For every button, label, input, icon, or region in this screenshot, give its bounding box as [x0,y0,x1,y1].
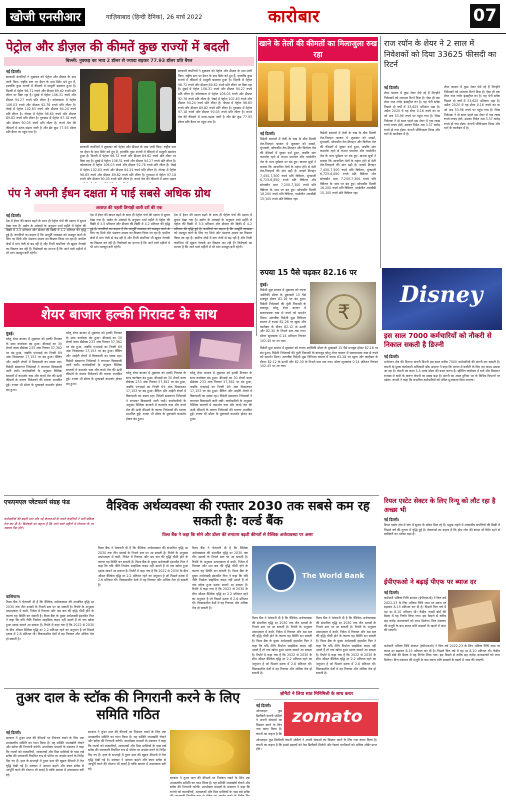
dateline: नई दिल्ली। [260,131,276,136]
headline: शेयर बाजार हल्की गिरावट के साथ [41,307,217,323]
headline: राज रयॉन के शेयर ने 2 साल में निवेशकों को दिया 33625 फीसदी का रिटर्न [384,39,497,69]
headline: खाने के तेलों की कीमतों का मिलाजुला रुख रहा [258,39,378,59]
dateline: नई दिल्ली। [384,85,400,90]
story-body-col2: सरकार ने तुअर दाल की कीमतों पर नियंत्रण रखने के लिए एक उच्चस्तरीय समिति का गठन किया है। यह समिति जमाखोरी रोकने और स्टॉक की निगरानी करेगी। उपभोक्ता मामलों के मंत्रालय ने कहा कि राज्यों को व्यापारियों, आयातकों और मिल मालिकों के पास रखे स्टॉक की जानकारी नियमित रूप से पोर्टल पर अपडेट करने के निर्देश दिए गए हैं। हाल के सप्ताहों में तुअर दाल की खुदरा कीमतों में तेज वृद्धि देखी गई है। सरकार ने आयात बढ़ाने और बफर स्टॉक से आपूर्ति करने की योजना भी बनाई है ताकि बाजार में उपलब्धता बनी रहे। [88,730,166,771]
headline-banner [258,37,378,61]
story-body-col4: विश्व बैंक ने चेतावनी दी है कि वैश्विक अर्थव्यवस्था की संभावित वृद्धि दर 2030 तक तीन दशकों के निचले स्तर पर आ सकती है। रिपोर्ट के अनुसार उत्पादकता में कमी, निवेश में गिरावट और श्रम बल की वृद्धि धीमी होने के कारण यह स्थिति बन सकती है। विश्व बैंक के मुख्य अर्थशास्त्री इंदरमीत गिल ने कहा कि यदि नीति निर्माता साहसिक कदम नहीं उठाते हैं तो एक खोया हुआ दशक सामने आ सकता है। रिपोर्ट में कहा गया है कि 2022 से 2030 के बीच औसत वैश्विक वृद्धि दर 2.2 प्रतिशत रहने का अनुमान है जो पिछले दशक में 2.6 प्रतिशत थी। विकासशील देशों में यह गिरावट और अधिक तेज हो सकती है। [252,616,312,676]
story-body: शेयर बाजार में कुछ शेयर ऐसे रहे हैं जिन्होंने निवेशकों को शानदार रिटर्न दिया है। ऐसा ही एक शेयर राज रयॉन इंडस्ट्रीज का है। यह पेनी स्टॉक पिछले दो वर्षों में 33,625 प्रतिशत चढ़ा है। अप्रैल 2020 में यह शेयर 0.16 रुपये का था जो अब 53.96 रुपये पर पहुंच गया है। जिस निवेशक ने दो साल पहले इस शेयर में एक लाख रुपये लगाए होते, उसका निवेश अब 3.37 करोड़ रुपये हो गया होता। कंपनी पॉलिएस्टर चिप्स और यार्न के कारोबार में है। [384,91,440,137]
story-rupee [258,268,380,398]
story-body: देश में ईंधन की खपत बढ़ने के साथ ही पेट्रोल पंपों की दक्षता में सुधार देखा गया है। उद्योग के आंकड़ों के अनुसार मार्च महीने में पेट्रोल की बिक्री में 3.5 प्रतिशत और डीज़ल की बिक्री में 4.2 प्रतिशत की वृद्धि हुई है। कंपनियों का कहना है कि आपूर्ति व्यवस्था को मजबूत करने के लिए नए डिपो और भंडारण क्षमता का विस्तार किया जा रहा है। ग्रामीण क्षेत्रों में मांग तेजी से बढ़ रही है और निजी कंपनियां भी खुदरा नेटवर्क का विस्तार कर रही हैं। विशेषज्ञों का मानना है कि आने वाले महीनों में भी मांग मजबूत बनी रहेगी। [6,219,86,256]
story-body: विदेशी बाजारों में तेजी के रुख के बीच दिल्ली तेल-तिलहन बाजार में शुक्रवार को सरसों, मूंगफली, सोयाबीन तेल-तिलहन और बिनौला तेल की कीमतों में सुधार दर्ज हुआ, जबकि मांग कमजोर रहने से कच्चा पामतेल और पामोलीन तेल के भाव पूर्वस्तर पर बंद हुए। बाजार सूत्रों ने बताया कि आयातित तेलों के महंगा होने से देशी तेल-तिलहनों की मांग बढ़ी है। सरसों तिलहन 7,450-7,500 रुपये प्रति क्विंटल, मूंगफली 6,725-6,850 रुपये प्रति क्विंटल और सोयाबीन दाना 7,250-7,300 रुपये प्रति क्विंटल के भाव पर बंद हुए। सोयाबीन दिल्ली 16,200 रुपये प्रति क्विंटल, पामोलीन आरबीडी 15,100 रुपये प्रति क्विंटल रहा। [260,137,316,201]
story-body: सरकारी कंपनियों ने शुक्रवार को पेट्रोल और डीज़ल के दाम जारी किए। राष्ट्रीय स्तर पर ईंधन के दाम स्थिर बने हुए हैं, हालांकि कुछ राज्यों में कीमतों में मामूली बदलाव हुआ है। दिल्ली में पेट्रोल 96.72 रुपये और डीज़ल 89.62 रुपये प्रति लीटर पर बिक रहा है। मुंबई में पेट्रोल 106.31 रुपये और डीज़ल 94.27 रुपये प्रति लीटर है। कोलकाता में पेट्रोल 106.03 रुपये और डीज़ल 92.76 रुपये प्रति लीटर है। चेन्नई में पेट्रोल 102.63 रुपये और डीज़ल 94.24 रुपये प्रति लीटर है। नोएडा में पेट्रोल 96.65 रुपये और डीज़ल 89.82 रुपये प्रति लीटर है। गुरुग्राम में पेट्रोल 97.18 रुपये और डीज़ल 90.05 रुपये प्रति लीटर है। कच्चे तेल की कीमतों में उतार-चढ़ाव जारी है और ब्रेंट क्रूड 77.93 डॉलर प्रति बैरल पर पहुंच गया है। [6,75,76,135]
world-bank-photo [252,546,376,614]
headline: रियल एस्टेट सेक्टर के लिए रिन्यू को लौट रहा है अच्छा भी [384,497,496,514]
masthead [0,0,506,34]
story-shares [4,303,254,486]
story-body: सरकार ने तुअर दाल की कीमतों पर नियंत्रण रखने के लिए एक उच्चस्तरीय समिति का गठन किया है। यह समिति जमाखोरी रोकने और स्टॉक की निगरानी करेगी। उपभोक्ता मामलों के मंत्रालय ने कहा कि राज्यों को व्यापारियों, आयातकों और मिल मालिकों के पास रखे स्टॉक की जानकारी नियमित रूप से पोर्टल पर अपडेट करने के निर्देश दिए गए हैं। हाल के सप्ताहों में तुअर दाल की खुदरा कीमतों में तेज वृद्धि देखी गई है। सरकार ने आयात बढ़ाने और बफर स्टॉक से आपूर्ति करने की योजना भी बनाई है ताकि बाजार में उपलब्धता बनी रहे। [6,736,84,777]
story-body-col4: घरेलू शेयर बाजार में शुक्रवार को हल्की गिरावट के साथ कारोबार बंद हुआ। बीएसई का 30 शेयरों वाला सेंसेक्स 233 अंक गिरकर 57,362 पर बंद हुआ, जबकि एनएसई का निफ्टी 69 अंक फिसलकर 17,153 पर बंद हुआ। बैंकिंग और आईटी शेयरों में बिकवाली का दबाव रहा। विदेशी संस्थागत निवेशकों ने लगातार बिकवाली जारी रखी। कारोबारियों के अनुसार वैश्विक बाजारों में कमजोर रुख और कच्चे तेल की ऊंची कीमतों के कारण निवेशकों की धारणा प्रभावित हुई। रुपया भी डॉलर के मुकाबले कमजोर होकर बंद हुआ। [190,371,252,421]
sub-strapline: आवाज़ की पहली तिमाही वाली दरों की एक [34,204,224,212]
newspaper-brand: खोजी एनसीआर [6,8,85,26]
label-banner: ज़ोमैटो ने लिया सात मिनिमिली के साथ करार [254,690,379,700]
story-world-bank-body [4,546,379,686]
story-real-estate [382,495,502,575]
story-body: घरेलू शेयर बाजार में शुक्रवार को हल्की गिरावट के साथ कारोबार बंद हुआ। बीएसई का 30 शेयरों वाला सेंसेक्स 233 अंक गिरकर 57,362 पर बंद हुआ, जबकि एनएसई का निफ्टी 69 अंक फिसलकर 17,153 पर बंद हुआ। बैंकिंग और आईटी शेयरों में बिकवाली का दबाव रहा। विदेशी संस्थागत निवेशकों ने लगातार बिकवाली जारी रखी। कारोबारियों के अनुसार वैश्विक बाजारों में कमजोर रुख और कच्चे तेल की ऊंची कीमतों के कारण निवेशकों की धारणा प्रभावित हुई। रुपया भी डॉलर के मुकाबले कमजोर होकर बंद हुआ। [6,337,62,392]
dateline: नई दिल्ली। [384,517,400,522]
story-body: रियल एस्टेट क्षेत्र में मांग में सुधार के संकेत मिल रहे हैं। प्रमुख शहरों में आवासीय संपत्तियों की बिक्री में पिछले वर्ष की तुलना में वृद्धि हुई है। डेवलपर्स का कहना है कि होम लोन की ब्याज दरें स्थिर रहने से खरीदारों का भरोसा बढ़ा है। [384,523,500,537]
story-body-side: ऑनलाइन फूड डिलीवरी कंपनी ज़ोमैटो ने अपनी सेवाओं का विस्तार करने के लिए नया करार किया है। कंपनी का कहना है कि [256,709,282,736]
column-divider [380,36,381,268]
story-body: विदेशी मुद्रा बाजार में शुक्रवार को रुपया अमेरिकी डॉलर के मुकाबले 15 पैसे मजबूत होकर 82.16 पर बंद हुआ। विदेशी निवेशकों की पूंजी निकासी के बावजूद घरेलू शेयर बाजार में सकारात्मक रुख से रुपये को समर्थन मिला। अंतरबैंक विदेशी मुद्रा विनिमय बाजार में रुपया 82.28 पर खुला और कारोबार के दौरान 82.12 के ऊपरी और 82.30 के निचले स्तर तक गया। डॉलर सूचकांक 0.14 प्रतिशत गिरकर 102.45 पर आ गया। [260,288,306,343]
section-divider [4,688,379,689]
headline-banner [4,303,254,327]
story-body: ऑनलाइन फूड डिलीवरी कंपनी ज़ोमैटो ने अपनी सेवाओं का विस्तार करने के लिए नया करार किया है। कंपनी का कहना है कि इससे ग्राहकों को तेज डिलीवरी मिलेगी और रेस्तरां भागीदारों को अधिक ऑर्डर प्राप्त होंगे। [256,738,377,752]
fuel-pump-photo [80,69,176,143]
story-tuar-dal [4,690,252,798]
currency-photo-2 [190,331,252,369]
story-pune [4,213,254,301]
headline: ईपीएफओ ने बढ़ाई पीएफ पर ब्याज दर [384,578,477,586]
story-body-col3: सरकार ने तुअर दाल की कीमतों पर नियंत्रण रखने के लिए एक उच्चस्तरीय समिति का गठन किया है। यह समिति जमाखोरी रोकने और स्टॉक की निगरानी करेगी। उपभोक्ता मामलों के मंत्रालय ने कहा कि राज्यों को व्यापारियों, आयातकों और मिल मालिकों के पास रखे स्टॉक [170,776,250,794]
story-fuel [4,37,254,222]
story-body-col3: घरेलू शेयर बाजार में शुक्रवार को हल्की गिरावट के साथ कारोबार बंद हुआ। बीएसई का 30 शेयरों वाला सेंसेक्स 233 अंक गिरकर 57,362 पर बंद हुआ, जबकि एनएसई का निफ्टी 69 अंक फिसलकर 17,153 पर बंद हुआ। बैंकिंग और आईटी शेयरों में बिकवाली का दबाव रहा। विदेशी संस्थागत निवेशकों ने लगातार बिकवाली जारी रखी। कारोबारियों के अनुसार वैश्विक बाजारों में कमजोर रुख और कच्चे तेल की ऊंची कीमतों के कारण निवेशकों की धारणा प्रभावित हुई। रुपया भी डॉलर के मुकाबले कमजोर होकर बंद हुआ। [126,371,186,421]
lentils-photo [170,730,250,774]
strapline: विश्व बैंक ने कहा कि सोने और डॉलर की लगातार बढ़ती कीमतों से वैश्विक अर्थव्यवस्था पर असर [162,533,313,538]
headline: वैश्विक अर्थव्यवस्था की रफ्तार 2030 तक सबसे कम रह सकती है: वर्ल्ड बैंक [106,498,370,528]
currency-photo [126,331,190,369]
story-body: कर्मचारी भविष्य निधि संगठन (ईपीएफओ) ने वित्त वर्ष 2022-23 के लिए भविष्य निधि जमा पर ब्याज दर बढ़ाकर 8.15 प्रतिशत कर दी है। पिछले वित्त वर्ष में यह दर 8.10 प्रतिशत थी। केंद्रीय न्यासी बोर्ड की बैठक में यह निर्णय लिया गया। इस फैसले से करीब छह करोड़ अंशधारकों को लाभ मिलेगा। वित्त मंत्रालय की मंजूरी के बाद ब्याज राशि सदस्यों के खातों में जमा की जाएगी। [384,596,446,633]
dateline: नई दिल्ली। [6,213,22,218]
headline: पेट्रोल और डीज़ल की कीमतें कुछ राज्यों में बदली [6,39,230,54]
story-body-col2: घरेलू शेयर बाजार में शुक्रवार को हल्की गिरावट के साथ कारोबार बंद हुआ। बीएसई का 30 शेयरों वाला सेंसेक्स 233 अंक गिरकर 57,362 पर बंद हुआ, जबकि एनएसई का निफ्टी 69 अंक फिसलकर 17,153 पर बंद हुआ। बैंकिंग और आईटी शेयरों में बिकवाली का दबाव रहा। विदेशी संस्थागत निवेशकों ने लगातार बिकवाली जारी रखी। कारोबारियों के अनुसार वैश्विक बाजारों में कमजोर रुख और कच्चे तेल की ऊंची कीमतों के कारण निवेशकों की धारणा प्रभावित हुई। रुपया भी डॉलर के मुकाबले कमजोर होकर बंद हुआ। [66,331,122,386]
headline: रुपया 15 पैसे चढ़कर 82.16 पर [260,268,357,277]
rupee-coin-photo [310,282,376,344]
dateline: नई दिल्ली। [384,590,400,595]
story-body: कर्मचारियों की बढ़ती मांग और नई योजनाओं के चलते कंपनियों ने भर्ती प्रक्रिया तेज कर दी है। विशेषज्ञों का कहना है कि आने वाले महीनों में रोजगार के नए अवसर पैदा होंगे। [4,517,94,531]
column-divider [256,36,257,336]
section-title: कारोबार [268,7,320,27]
story-body-col2: विश्व बैंक ने चेतावनी दी है कि वैश्विक अर्थव्यवस्था की संभावित वृद्धि दर 2030 तक तीन दशकों के निचले स्तर पर आ सकती है। रिपोर्ट के अनुसार उत्पादकता में कमी, निवेश में गिरावट और श्रम बल की वृद्धि धीमी होने के कारण यह स्थिति बन सकती है। विश्व बैंक के मुख्य अर्थशास्त्री इंदरमीत गिल ने कहा कि यदि नीति निर्माता साहसिक कदम नहीं उठाते हैं तो एक खोया हुआ दशक सामने आ सकता है। रिपोर्ट में कहा गया है कि 2022 से 2030 के बीच औसत वैश्विक वृद्धि दर 2.2 प्रतिशत रहने का अनुमान है जो पिछले दशक में 2.6 प्रतिशत थी। विकासशील देशों में यह गिरावट और अधिक तेज हो सकती है। [98,546,188,587]
dateline: मुंबई। [260,282,268,287]
headline: तुअर दाल के स्टॉक की निगरानी करने के लिए समिति गठित [16,690,240,723]
headline: इस साल 7000 कर्मचारियों को नौकरी से निकाल सकती है डिज्नी [384,332,492,349]
headline: एफएमएल प्लेटफार्म संग्रह फंड [4,499,70,506]
story-epfo [382,578,502,798]
dateline: मुंबई। [6,331,14,336]
story-body-col2: सरकारी कंपनियों ने शुक्रवार को पेट्रोल और डीज़ल के दाम जारी किए। राष्ट्रीय स्तर पर ईंधन के दाम स्थिर बने हुए हैं, हालांकि कुछ राज्यों में कीमतों में मामूली बदलाव हुआ है। दिल्ली में पेट्रोल 96.72 रुपये और डीज़ल 89.62 रुपये प्रति लीटर पर बिक रहा है। मुंबई में पेट्रोल 106.31 रुपये और डीज़ल 94.27 रुपये प्रति लीटर है। कोलकाता में पेट्रोल 106.03 रुपये और डीज़ल 92.76 रुपये प्रति लीटर है। चेन्नई में पेट्रोल 102.63 रुपये और डीज़ल 94.24 रुपये प्रति लीटर है। नोएडा में पेट्रोल 96.65 रुपये और डीज़ल 89.82 रुपये प्रति लीटर है। गुरुग्राम में पेट्रोल 97.18 रुपये और डीज़ल 90.05 रुपये प्रति लीटर है। कच्चे तेल की कीमतों में उतार-चढ़ाव जारी है और ब्रेंट क्रूड 77.93 डॉलर प्रति बैरल पर पहुंच गया है। [178,69,252,124]
dateline: नई दिल्ली। [256,703,272,708]
zomato-logo-photo [284,702,378,736]
dateline: नई दिल्ली। [384,354,400,359]
rupee-symbol-icon: ₹ [326,294,362,330]
story-body-col5: विश्व बैंक ने चेतावनी दी है कि वैश्विक अर्थव्यवस्था की संभावित वृद्धि दर 2030 तक तीन दशकों के निचले स्तर पर आ सकती है। रिपोर्ट के अनुसार उत्पादकता में कमी, निवेश में गिरावट और श्रम बल की वृद्धि धीमी होने के कारण यह स्थिति बन सकती है। विश्व बैंक के मुख्य अर्थशास्त्री इंदरमीत गिल ने कहा कि यदि नीति निर्माता साहसिक कदम नहीं उठाते हैं तो एक खोया हुआ दशक सामने आ सकता है। रिपोर्ट में कहा गया है कि 2022 से 2030 के बीच औसत वैश्विक वृद्धि दर 2.2 प्रतिशत रहने का अनुमान है जो पिछले दशक में 2.6 प्रतिशत थी। विकासशील देशों में यह गिरावट और अधिक तेज हो सकती है। [316,616,376,676]
subheadline: पंप ने अपनी ईंधन दक्षता में पाई सबसे अधिक ग्रोथ [8,187,211,200]
story-body: विश्व बैंक ने चेतावनी दी है कि वैश्विक अर्थव्यवस्था की संभावित वृद्धि दर 2030 तक तीन दशकों के निचले स्तर पर आ सकती है। रिपोर्ट के अनुसार उत्पादकता में कमी, निवेश में गिरावट और श्रम बल की वृद्धि धीमी होने के कारण यह स्थिति बन सकती है। विश्व बैंक के मुख्य अर्थशास्त्री इंदरमीत गिल ने कहा कि यदि नीति निर्माता साहसिक कदम नहीं उठाते हैं तो एक खोया हुआ दशक सामने आ सकता है। रिपोर्ट में कहा गया है कि 2022 से 2030 के बीच औसत वैश्विक वृद्धि दर 2.2 प्रतिशत रहने का अनुमान है जो पिछले दशक में 2.6 प्रतिशत थी। विकासशील देशों में यह गिरावट और अधिक तेज हो सकती है। [6,600,94,641]
story-body-col2: कर्मचारी भविष्य निधि संगठन (ईपीएफओ) ने वित्त वर्ष 2022-23 के लिए भविष्य निधि जमा पर ब्याज दर बढ़ाकर 8.15 प्रतिशत कर दी है। पिछले वित्त वर्ष में यह दर 8.10 प्रतिशत थी। केंद्रीय न्यासी बोर्ड की बैठक में यह निर्णय लिया गया। इस फैसले से करीब छह करोड़ अंशधारकों को लाभ मिलेगा। वित्त मंत्रालय की मंजूरी के बाद ब्याज राशि सदस्यों के खातों में जमा की जाएगी। [384,644,500,662]
disney-logo-icon: Disney [400,282,483,308]
edition-dateline: गाज़ियाबाद (हिन्दी दैनिक), 26 मार्च 2022 [106,14,203,21]
story-body-col2: विदेशी मुद्रा बाजार में शुक्रवार को रुपया अमेरिकी डॉलर के मुकाबले 15 पैसे मजबूत होकर 82.16 पर बंद हुआ। विदेशी निवेशकों की पूंजी निकासी के बावजूद घरेलू शेयर बाजार में सकारात्मक रुख से रुपये को समर्थन मिला। अंतरबैंक विदेशी मुद्रा विनिमय बाजार में रुपया 82.28 पर खुला और कारोबार के दौरान 82.12 के ऊपरी और 82.30 के निचले स्तर तक गया। डॉलर सूचकांक 0.14 प्रतिशत गिरकर 102.45 पर आ गया। [260,346,378,369]
globe-icon [266,562,296,592]
story-body-col2: विदेशी बाजारों में तेजी के रुख के बीच दिल्ली तेल-तिलहन बाजार में शुक्रवार को सरसों, मूंगफली, सोयाबीन तेल-तिलहन और बिनौला तेल की कीमतों में सुधार दर्ज हुआ, जबकि मांग कमजोर रहने से कच्चा पामतेल और पामोलीन तेल के भाव पूर्वस्तर पर बंद हुए। बाजार सूत्रों ने बताया कि आयातित तेलों के महंगा होने से देशी तेल-तिलहनों की मांग बढ़ी है। सरसों तिलहन 7,450-7,500 रुपये प्रति क्विंटल, मूंगफली 6,725-6,850 रुपये प्रति क्विंटल और सोयाबीन दाना 7,250-7,300 रुपये प्रति क्विंटल के भाव पर बंद हुए। सोयाबीन दिल्ली 16,200 रुपये प्रति क्विंटल, पामोलीन आरबीडी 15,100 रुपये प्रति क्विंटल रहा। [320,131,376,195]
world-bank-logo-text: The World Bank [302,572,365,580]
disney-logo-photo [382,268,502,330]
dateline: नई दिल्ली। [6,69,22,74]
story-disney [382,268,502,493]
dateline: नई दिल्ली। [6,730,22,735]
story-edible-oil [258,37,378,265]
page-number: 07 [470,4,500,28]
oil-bottles-photo [258,63,378,127]
story-body-col3: विश्व बैंक ने चेतावनी दी है कि वैश्विक अर्थव्यवस्था की संभावित वृद्धि दर 2030 तक तीन दशकों के निचले स्तर पर आ सकती है। रिपोर्ट के अनुसार उत्पादकता में कमी, निवेश में गिरावट और श्रम बल की वृद्धि धीमी होने के कारण यह स्थिति बन सकती है। विश्व बैंक के मुख्य अर्थशास्त्री इंदरमीत गिल ने कहा कि यदि नीति निर्माता साहसिक कदम नहीं उठाते हैं तो एक खोया हुआ दशक सामने आ सकता है। रिपोर्ट में कहा गया है कि 2022 से 2030 के बीच औसत वैश्विक वृद्धि दर 2.2 प्रतिशत रहने का अनुमान है जो पिछले दशक में 2.6 प्रतिशत थी। विकासशील देशों में यह गिरावट और अधिक तेज हो सकती है। [192,546,248,610]
rupee-notes-photo [448,590,500,642]
dateline: वाशिंगटन। [6,594,21,599]
story-body-col2: शेयर बाजार में कुछ शेयर ऐसे रहे हैं जिन्होंने निवेशकों को शानदार रिटर्न दिया है। ऐसा ही एक शेयर राज रयॉन इंडस्ट्रीज का है। यह पेनी स्टॉक पिछले दो वर्षों में 33,625 प्रतिशत चढ़ा है। अप्रैल 2020 में यह शेयर 0.16 रुपये का था जो अब 53.96 रुपये पर पहुंच गया है। जिस निवेशक ने दो साल पहले इस शेयर में एक लाख रुपये लगाए होते, उसका निवेश अब 3.37 करोड़ रुपये हो गया होता। कंपनी पॉलिएस्टर चिप्स और यार्न के कारोबार में है। [444,85,500,131]
story-body: मनोरंजन क्षेत्र की दिग्गज कंपनी डिज्नी इस साल करीब 7000 कर्मचारियों की छंटनी कर सकती है। कंपनी के मुख्य कार्यकारी अधिकारी बॉब आइगर ने कहा कि लागत में कटौती के लिए यह कदम उठाया जा रहा है। कंपनी का लक्ष्य 5.5 अरब डॉलर की बचत करना है। स्ट्रीमिंग कारोबार में घाटे और विज्ञापन राजस्व में कमी के कारण कंपनी पर दबाव बढ़ा है। छंटनी का असर दुनिया भर के विभिन्न विभागों पर पड़ेगा। कंपनी ने कहा कि प्रभावित कर्मचारियों को उचित मुआवजा दिया जाएगा। [384,360,500,383]
story-body-col3: सरकारी कंपनियों ने शुक्रवार को पेट्रोल और डीज़ल के दाम जारी किए। राष्ट्रीय स्तर पर ईंधन के दाम स्थिर बने हुए हैं, हालांकि कुछ राज्यों में कीमतों में मामूली बदलाव हुआ है। दिल्ली में पेट्रोल 96.72 रुपये और डीज़ल 89.62 रुपये प्रति लीटर पर बिक रहा है। मुंबई में पेट्रोल 106.31 रुपये और डीज़ल 94.27 रुपये प्रति लीटर है। कोलकाता में पेट्रोल 106.03 रुपये और डीज़ल 92.76 रुपये प्रति लीटर है। चेन्नई में पेट्रोल 102.63 रुपये और डीज़ल 94.24 रुपये प्रति लीटर है। नोएडा में पेट्रोल 96.65 रुपये और डीज़ल 89.82 रुपये प्रति लीटर है। गुरुग्राम में पेट्रोल 97.18 रुपये और डीज़ल 90.05 रुपये प्रति लीटर है। कच्चे तेल की कीमतों में उतार-चढ़ाव [80,145,176,182]
story-body-col2: देश में ईंधन की खपत बढ़ने के साथ ही पेट्रोल पंपों की दक्षता में सुधार देखा गया है। उद्योग के आंकड़ों के अनुसार मार्च महीने में पेट्रोल की बिक्री में 3.5 प्रतिशत और डीज़ल की बिक्री में 4.2 प्रतिशत की वृद्धि हुई है। कंपनियों का कहना है कि आपूर्ति व्यवस्था को मजबूत करने के लिए नए डिपो और भंडारण क्षमता का विस्तार किया जा रहा है। ग्रामीण क्षेत्रों में मांग तेजी से बढ़ रही है और निजी कंपनियां भी खुदरा नेटवर्क का विस्तार कर रही हैं। विशेषज्ञों का मानना है कि आने वाले महीनों में भी मांग मजबूत बनी रहेगी। [90,213,170,250]
story-raj-rayon [382,37,502,267]
zomato-logo-text: zomato [292,707,363,727]
strapline: बिल्ली: नुक्कड़ का भाव 2 डॉलर से ज्यादा बढ़कर 77.93 डॉलर प्रति बैरल [4,57,254,66]
story-zomato [254,690,379,798]
story-body-col3: देश में ईंधन की खपत बढ़ने के साथ ही पेट्रोल पंपों की दक्षता में सुधार देखा गया है। उद्योग के आंकड़ों के अनुसार मार्च महीने में पेट्रोल की बिक्री में 3.5 प्रतिशत और डीज़ल की बिक्री में 4.2 प्रतिशत की वृद्धि हुई है। कंपनियों का कहना है कि आपूर्ति व्यवस्था को मजबूत करने के लिए नए डिपो और भंडारण क्षमता का विस्तार किया जा रहा है। ग्रामीण क्षेत्रों में मांग तेजी से बढ़ रही है और निजी कंपनियां भी खुदरा नेटवर्क का विस्तार कर रही हैं। विशेषज्ञों का मानना है कि आने वाले महीनों में भी मांग मजबूत बनी रहेगी। [174,213,252,250]
